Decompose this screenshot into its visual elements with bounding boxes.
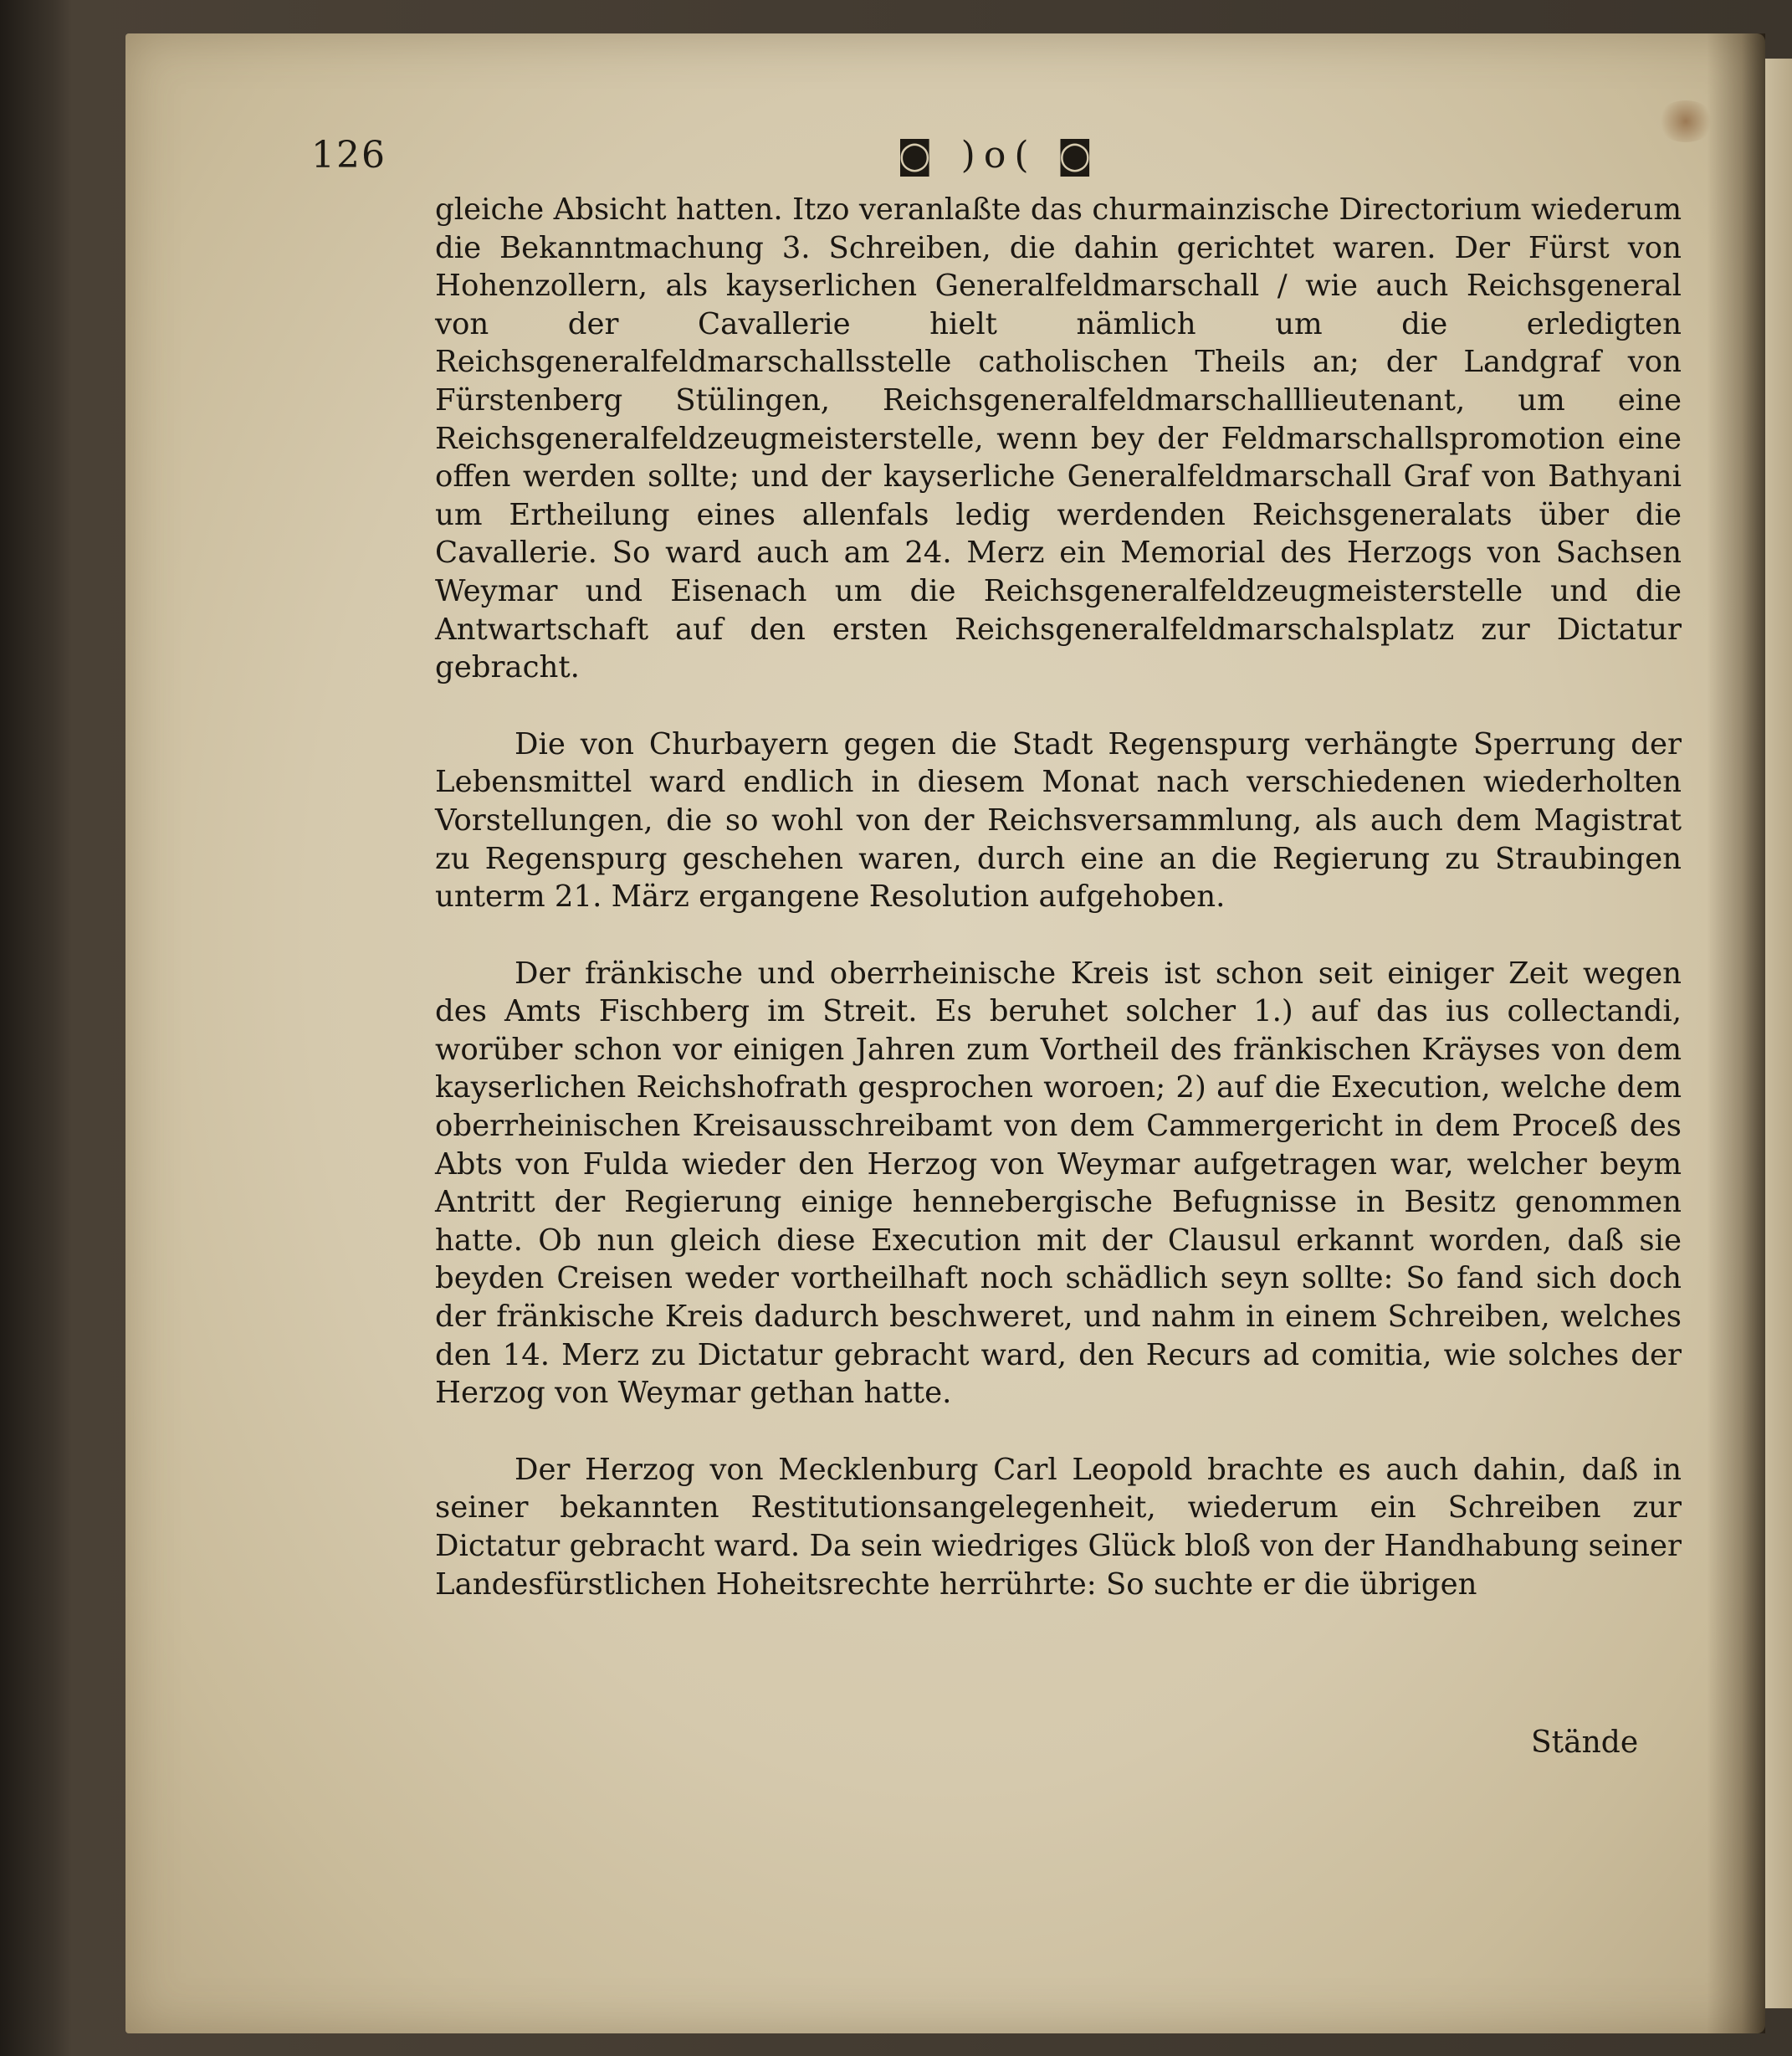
body-text (435, 191, 1682, 1603)
page-header (311, 134, 1650, 184)
paragraph-2: Die von Churbayern gegen die Stadt Regenspurg verhängte Sperrung der Lebensmittel ward endlich in diesem Monat nach verschiedenen wiederholten Vorstellungen, die so wohl von der Reichsversammlung, als auch dem Magistrat zu Regenspurg geschehen waren, durch eine an die Regierung zu Straubingen unterm 21. März ergangene Resolution aufgehoben. (435, 726, 1682, 915)
running-head-ornament: ◙ )o( ◙ (897, 134, 1102, 177)
page-number: 126 (311, 134, 387, 177)
paragraph-1: gleiche Absicht hatten. Itzo veranlaßte das churmainzische Directorium wiederum die Bekanntmachung 3. Schreiben, die dahin gerichtet waren. Der Fürst von Hohenzollern, als kayserlichen Generalfeldmarschall / wie auch Reichsgeneral von der Cavallerie hielt nämlich um die erledigten Reichsgeneralfeldmarschallsstelle catholischen Theils an; der Landgraf von Fürstenberg Stülingen, Reichsgeneralfeldmarschalllieutenant, um eine Reichsgeneralfeldzeugmeisterstelle, wenn bey der Feldmarschallspromotion eine offen werden sollte; und der kayserliche Generalfeldmarschall Graf von Bathyani um Ertheilung eines allenfals ledig werdenden Reichsgeneralats über die Cavallerie. So ward auch am 24. Merz ein Memorial des Herzogs von Sachsen Weymar und Eisenach um die Reichsgeneralfeldzeugmeisterstelle und die Antwartschaft auf den ersten Reichsgeneralfeldmarschalsplatz zur Dictatur gebracht. (435, 192, 1682, 685)
paragraph-4: Der Herzog von Mecklenburg Carl Leopold brachte es auch dahin, daß in seiner bekannten Restitutionsangelegenheit, wiederum ein Schreiben zur Dictatur gebracht ward. Da sein wiedriges Glück bloß von der Handhabung seiner Landesfürstlichen Hoheitsrechte herrührte: So suchte er die übrigen (435, 1452, 1682, 1602)
page-gutter-shadow (1707, 33, 1765, 2033)
catchword: Stände (1531, 1725, 1639, 1760)
ink-stain (1656, 100, 1715, 142)
paragraph-3: Der fränkische und oberrheinische Kreis ist schon seit einiger Zeit wegen des Amts Fischberg im Streit. Es beruhet solcher 1.) auf das ius collectandi, worüber schon vor einigen Jahren zum Vortheil des fränkischen Kräyses von dem kayserlichen Reichshofrath gesprochen woroen; 2) auf die Execution, welche dem oberrheinischen Kreisausschreibamt von dem Cammergericht in dem Proceß des Abts von Fulda wieder den Herzog von Weymar aufgetragen war, welcher beym Antritt der Regierung einige hennebergische Befugnisse in Besitz genommen hatte. Ob nun gleich diese Execution mit der Clausul erkannt worden, daß sie beyden Creisen weder vortheilhaft noch schädlich seyn sollte: So fand sich doch der fränkische Kreis dadurch beschweret, und nahm in einem Schreiben, welches den 14. Merz zu Dictatur gebracht ward, den Recurs ad comitia, wie solches der Herzog von Weymar gethan hatte. (435, 956, 1682, 1411)
